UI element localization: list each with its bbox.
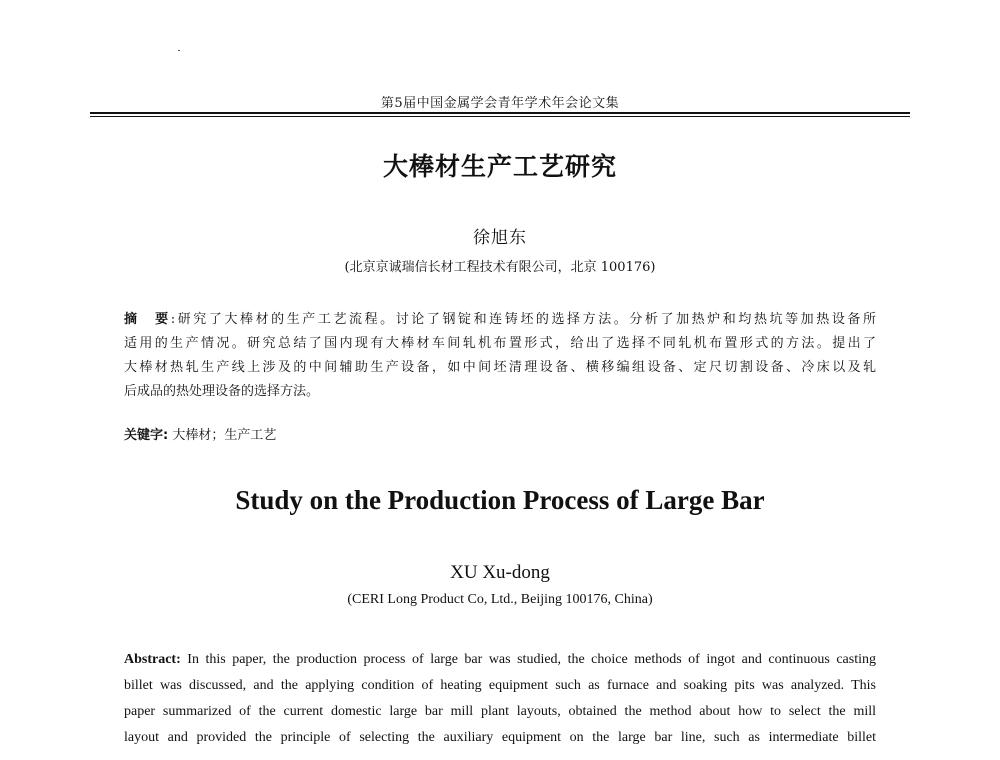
chinese-keywords [124,424,276,443]
header-rule-thick [90,112,910,114]
english-abstract-text: In this paper, the production process of large bar was studied, the choice methods of ingot and continuous casting [180,652,876,667]
chinese-keywords-text: 大棒材；生产工艺 [168,428,277,443]
chinese-abstract-line: 大棒材热轧生产线上涉及的中间辅助生产设备，如中间坯清理设备、横移编组设备、定尺切割设备、冷床以及轧 [124,360,876,375]
scan-speck [178,50,180,51]
chinese-affiliation: (北京京诚瑞信长材工程技术有限公司，北京 100176) [344,260,656,275]
english-title: Study on the Production Process of Large Bar [235,485,765,515]
chinese-abstract-line: 后成品的热处理设备的选择方法。 [124,384,320,399]
english-abstract-label: Abstract: [124,652,181,667]
chinese-author: 徐旭东 [473,228,527,248]
chinese-keywords-label: 关键字: [124,428,169,443]
proceedings-header: 第5届中国金属学会青年学术年会论文集 [380,96,620,111]
chinese-abstract [124,308,876,404]
english-affiliation: (CERI Long Product Co, Ltd., Beijing 100176, China) [347,592,653,607]
chinese-abstract-line: 适用的生产情况。研究总结了国内现有大棒材车间轧机布置形式，给出了选择不同轧机布置形式的方法。提出了 [124,336,876,351]
english-abstract [124,647,876,751]
header-rule-thin [90,116,910,117]
english-abstract-line: billet was discussed, and the applying condition of heating equipment such as furnace and soaking pits was analyzed. This [124,678,876,693]
chinese-abstract-line [124,308,876,332]
english-abstract-line: layout and provided the principle of selecting the auxiliary equipment on the large bar line, such as intermediate billet [124,730,876,745]
chinese-abstract-label: 摘 要 [124,312,171,327]
chinese-abstract-text: :研究了大棒材的生产工艺流程。讨论了钢锭和连铸坯的选择方法。分析了加热炉和均热坑等加热设备所 [170,312,876,327]
chinese-title: 大棒材生产工艺研究 [382,152,617,181]
english-abstract-line [124,647,876,673]
english-author: XU Xu-dong [450,562,550,583]
english-abstract-line: paper summarized of the current domestic large bar mill plant layouts, obtained the method about how to select the mill [124,704,876,719]
